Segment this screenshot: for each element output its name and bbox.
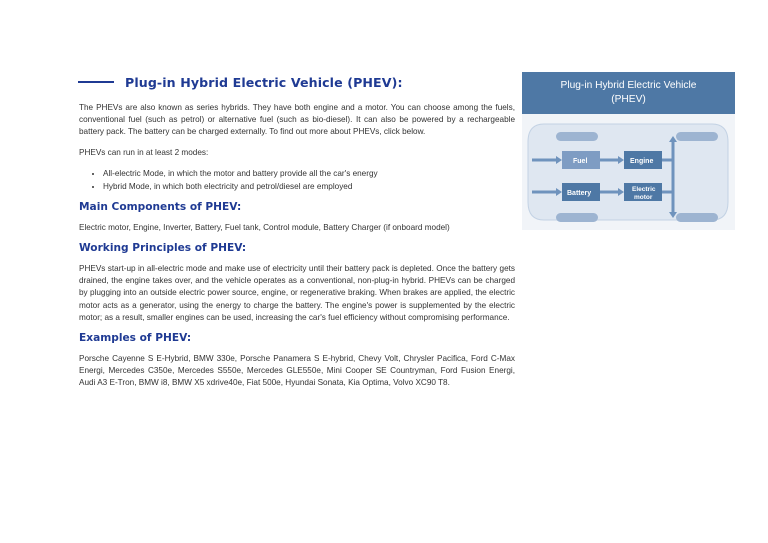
section-body-examples: Porsche Cayenne S E-Hybrid, BMW 330e, Porsche Panamera S E-hybrid, Chevy Volt, Chrysler Pacifica, Ford C-Max Energi, Mercedes C350e, Mercedes S550e, Mercedes GLE550e, Mini Cooper SE Countryman, Ford Fusion Energi, Audi A3 E-Tron, BMW i8, BMW X5 xdrive40e, Fiat 500e, Hyundai Sonata, Kia Optima, Volvo XC90 T8. [79, 354, 515, 388]
battery-label: Battery [567, 190, 592, 197]
fuel-label: Fuel [573, 158, 588, 165]
motor-label-line1: Electric [632, 186, 656, 193]
motor-label-line2: motor [634, 194, 653, 201]
section-body-components: Electric motor, Engine, Inverter, Battery, Fuel tank, Control module, Battery Charger (if onboard model) [79, 222, 450, 232]
section-heading-components: Main Components of PHEV: [79, 200, 242, 213]
figure-title-line2: (PHEV) [611, 94, 646, 105]
section-heading-working: Working Principles of PHEV: [79, 242, 247, 255]
article-content [79, 72, 515, 398]
figure-body [522, 114, 735, 230]
wheel-front-left [556, 132, 598, 141]
article-title: Plug-in Hybrid Electric Vehicle (PHEV): [125, 74, 403, 90]
list-item: • Hybrid Mode, in which both electricity and petrol/diesel are employed [103, 180, 515, 193]
section-heading-examples: Examples of PHEV: [79, 332, 192, 345]
intro-paragraph: The PHEVs are also known as series hybrids. They have both engine and a motor. You can choose among the fuels, conventional fuel (such as petrol) or alternative fuel (such as bio-diesel). It can also be powered by a rechargeable battery pack. The battery can be charged externally. To find out more about PHEVs, click below. [79, 103, 515, 137]
phev-diagram-figure [522, 72, 735, 230]
engine-label: Engine [630, 158, 654, 165]
phev-diagram-svg [522, 114, 735, 230]
section-body-working: PHEVs start-up in all-electric mode and make use of electricity until their battery pack is depleted. Once the battery gets drained, the engine takes over, and the vehicle operates as a conventional, non-plug-in hybrid. PHEVs can be charged by plugging into an outside electric power source, engine, or regenerative braking. When brakes are applied, the electric motor acts as a generator, using the energy to charge the battery. The engine's power is supplemented by the electric motor; as a result, smaller engines can be used, increasing the car's fuel efficiency without compromising performance. [79, 264, 515, 322]
figure-header [522, 72, 735, 114]
title-accent-line [78, 81, 114, 83]
wheel-rear-right [676, 213, 718, 222]
list-item: • All-electric Mode, in which the motor and battery provide all the car's energy [103, 167, 515, 180]
modes-intro: PHEVs can run in at least 2 modes: [79, 147, 209, 157]
article-title-row [79, 72, 515, 92]
wheel-rear-left [556, 213, 598, 222]
wheel-front-right [676, 132, 718, 141]
modes-list [79, 167, 515, 193]
figure-title-line1: Plug-in Hybrid Electric Vehicle [560, 80, 697, 91]
